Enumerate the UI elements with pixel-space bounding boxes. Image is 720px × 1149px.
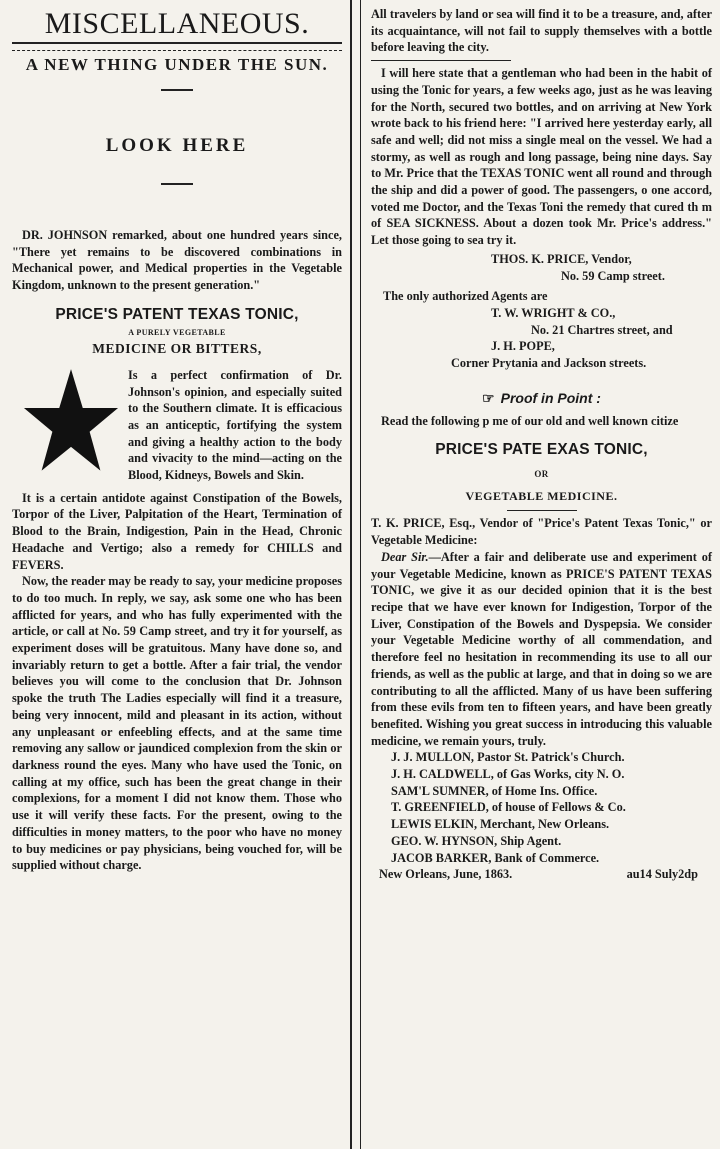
signer: JACOB BARKER, Bank of Commerce. [391,850,600,865]
signer: LEWIS ELKIN, Merchant, New Orleans. [391,817,610,832]
letter-head: T. K. PRICE, Esq., Vendor of "Price's Patent Texas Tonic," or Vegetable Medicine: [371,516,712,548]
travelers-paragraph: All travelers by land or sea will find it to be a treasure, and, after its acquaintance, will not fail to supply themselves with a bottle before leaving the city. [371,7,712,55]
or-label: OR [534,469,549,480]
salutation: Dear Sir. [381,549,429,564]
signer: J. J. MULLON, Pastor St. Patrick's Church. [391,750,625,765]
signers-list [371,749,712,866]
reader-paragraph: Now, the reader may be ready to say, your medicine proposes to do too much. In reply, we say, ask some one who has been afflicted for years, and who has fully experimented with the article, or call at No. 59 Camp street, and try it for yourself, as experiment doses will be gratuitous. Many have done so, and invariably return to get a bottle. After a fair trial, the vendor believes you will come to the conclusion that Dr. Johnson spoke the truth The Ladies especially will find it a treasure, being very innocent, mild and pleasant in its action, without any unpleasant or enfeebling effects, and at the same time removing any sallow or jaundiced complexion from the skin or darkness round the eyes. Many who have used the Tonic, on calling at my office, such has been the great change in their complexions, for a moment I did not know them. Those who use it will verify these facts. For the present, owing to the difficulties in money matters, to the poor who have no money to buy medicines or pay physicians, being vouched for, will be supplied without charge. [12,574,342,873]
vendor-address: No. 59 Camp street. [561,268,665,283]
agent1-address: No. 21 Chartres street, and [531,322,673,337]
ailments-paragraph: It is a certain antidote against Constipation of the Bowels, Torpor of the Liver, Palpitation of the Heart, Termination of Blood to the Brain, Indigestion, Pain in the Head, Chronic Headache and Vertigo; also a remedy for CHILLS and FEVERS. [12,490,342,572]
proof-heading [371,390,712,407]
subtitle-medicine: MEDICINE OR BITTERS, [92,340,262,356]
masthead-rule [12,42,342,51]
signer: T. GREENFIELD, of house of Fellows & Co. [391,800,626,815]
look-here-heading: LOOK HERE [105,135,249,156]
proof-title: Proof in Point : [500,389,601,406]
subtitle-small: A PURELY VEGETABLE [128,327,226,337]
right-column [360,0,716,1149]
pointing-hand-icon: ☞ [482,389,495,406]
left-column [0,0,352,1149]
proof-intro: Read the following p me of our old and well known citize [381,413,679,428]
agent2-address: Corner Prytania and Jackson streets. [451,356,647,371]
star-icon [22,367,120,475]
headline: A NEW THING UNDER THE SUN. [25,55,329,74]
letter-body-text: —After a fair and deliberate use and experiment of your Vegetable Medicine, known as PRICE'S PATENT TEXAS TONIC, we give it as our decided opinion that it is the best recipe that we have ever known for Indigestion, Torpor of the Liver, Constipation of the Bowels and Dyspepsia. We consider your Vegetable Medicine worthy of all commendation, and therefore feel no hesitation in recommending its use to all our friends, as well as the public at large, and that in doing so we are contributing to all the afflicted. Many of us have been suffering from these evils from ten to fifteen years, and have been greatly benefited. Wishing you great success in introducing this valuable medicine, we remain yours, truly. [371,549,712,748]
testimony-paragraph: I will here state that a gentleman who had been in the habit of using the Tonic for years, a few weeks ago, just as he was leaving for the North, secured two bottles, and on arriving at New York wrote back to his friend here: "I arrived here yesterday early, all safe and well; did not miss a single meal on the vessel. We had a stormy, as well as rough and long passage, being nine days. Say to Mr. Price that the TEXAS TONIC went all round and through the ship and did a power of good. The passengers, o one accord, voted me Doctor, and the Texas Toni the remedy that cured th m of SEA SICKNESS. About a dozen took Mr. Price's address." Let those going to sea try it. [371,66,712,248]
footer-line [371,866,712,883]
agents-intro: The only authorized Agents are [383,289,548,304]
intro-paragraph: DR. JOHNSON remarked, about one hundred years since, "There yet remains to be discovered combinations in Mechanical power, and Medical properties in the Vegetable Kingdom, unknown to the present generation." [12,228,342,293]
right-product-title: PRICE'S PATE EXAS TONIC, [435,441,648,459]
agent1-name: T. W. WRIGHT & CO., [491,305,616,320]
signer: SAM'L SUMNER, of Home Ins. Office. [391,783,598,798]
product-title: PRICE'S PATENT TEXAS TONIC, [55,305,299,323]
masthead: MISCELLANEOUS. [44,7,310,40]
vendor-name: THOS. K. PRICE, Vendor, [491,251,632,266]
footer-place: New Orleans, June, 1863. [379,867,513,882]
star-paragraph: Is a perfect confirmation of Dr. Johnson's opinion, and especially suited to the Southern climate. It is efficacious as an anticeptic, fortifying the system and giving a healthy action to the body and vivacity to the mind—acting on the Blood, Kidneys, Bowels and Skin. [128,367,342,483]
signer: GEO. W. HYNSON, Ship Agent. [391,833,562,848]
vegetable-medicine-label: VEGETABLE MEDICINE. [465,489,618,504]
signer: J. H. CALDWELL, of Gas Works, city N. O. [391,767,625,782]
letter-body [371,549,712,749]
footer-code: au14 Suly2dp [626,867,698,882]
agent2-name: J. H. POPE, [491,339,555,354]
